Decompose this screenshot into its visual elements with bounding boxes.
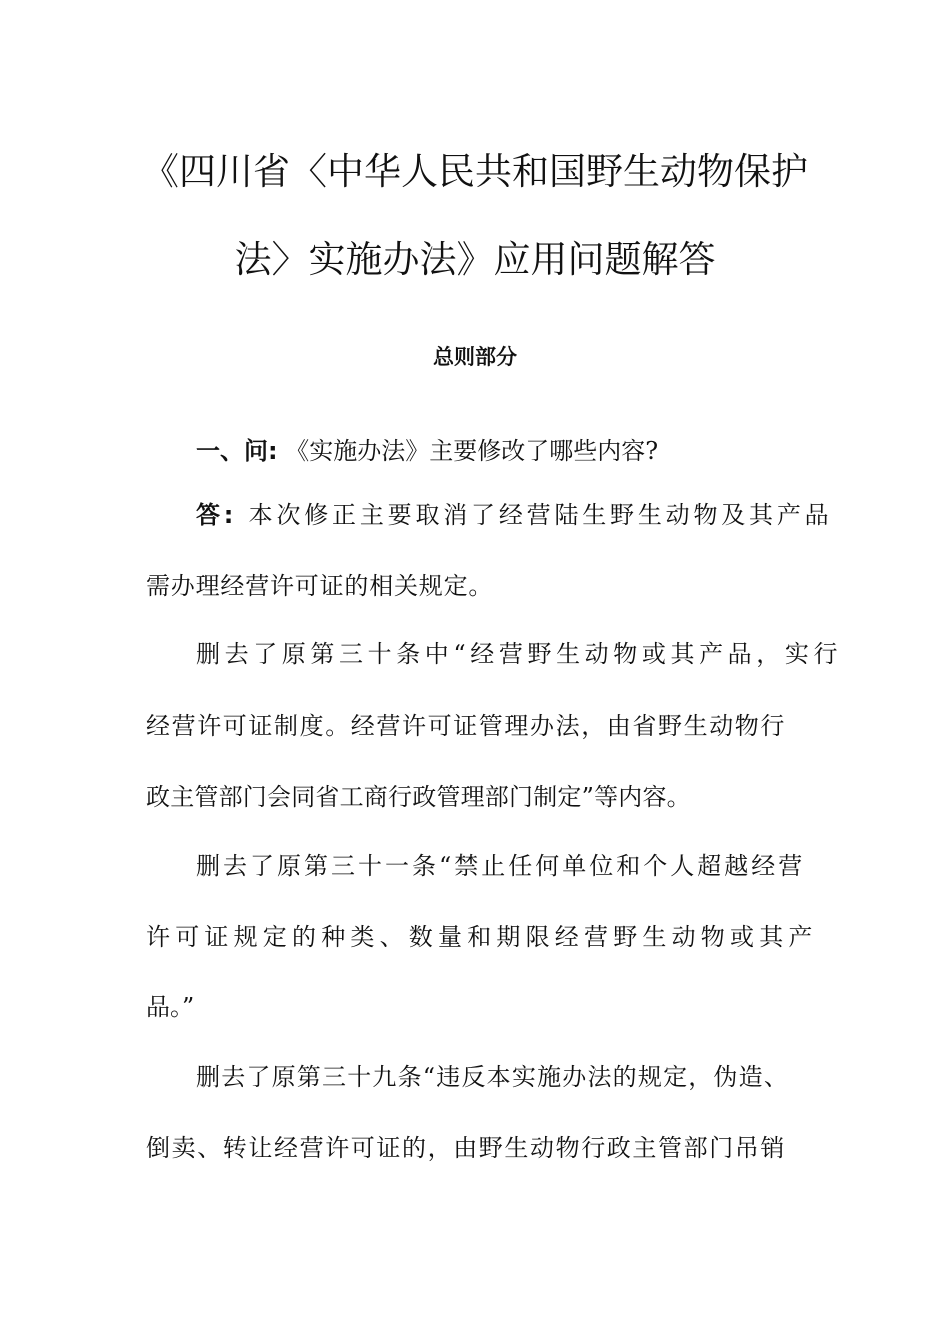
answer-text-line-2: 需办理经营许可证的相关规定。: [146, 572, 494, 600]
question-text: 《实施办法》主要修改了哪些内容?: [285, 437, 659, 465]
question-label: 一、问:: [196, 437, 278, 465]
section-heading: 总则部分: [433, 345, 517, 369]
document-title-line-2: 法〉实施办法》应用问题解答: [234, 238, 716, 281]
paragraph-1-line-3: 政主管部门会同省工商行政管理部门制定”等内容。: [146, 783, 691, 811]
paragraph-3-line-2: 倒卖、转让经营许可证的，由野生动物行政主管部门吊销: [146, 1134, 786, 1162]
paragraph-2-line-3: 品。”: [146, 993, 195, 1021]
paragraph-1-line-1: 删去了原第三十条中“经营野生动物或其产品，实行: [196, 640, 843, 668]
paragraph-2-line-1: 删去了原第三十一条“禁止任何单位和个人超越经营: [196, 852, 806, 880]
document-title-line-1: 《四川省〈中华人民共和国野生动物保护: [142, 150, 808, 193]
answer-1-line-1: [196, 498, 832, 532]
question-1: [196, 434, 658, 468]
answer-text-line-1: 本次修正主要取消了经营陆生野生动物及其产品: [248, 501, 833, 529]
paragraph-3-line-1: 删去了原第三十九条“违反本实施办法的规定，伪造、: [196, 1063, 790, 1091]
paragraph-1-line-2: 经营许可证制度。经营许可证管理办法，由省野生动物行: [146, 712, 786, 740]
paragraph-2-line-2: 许可证规定的种类、数量和期限经营野生动物或其产: [146, 923, 818, 951]
answer-label: 答:: [196, 501, 238, 529]
